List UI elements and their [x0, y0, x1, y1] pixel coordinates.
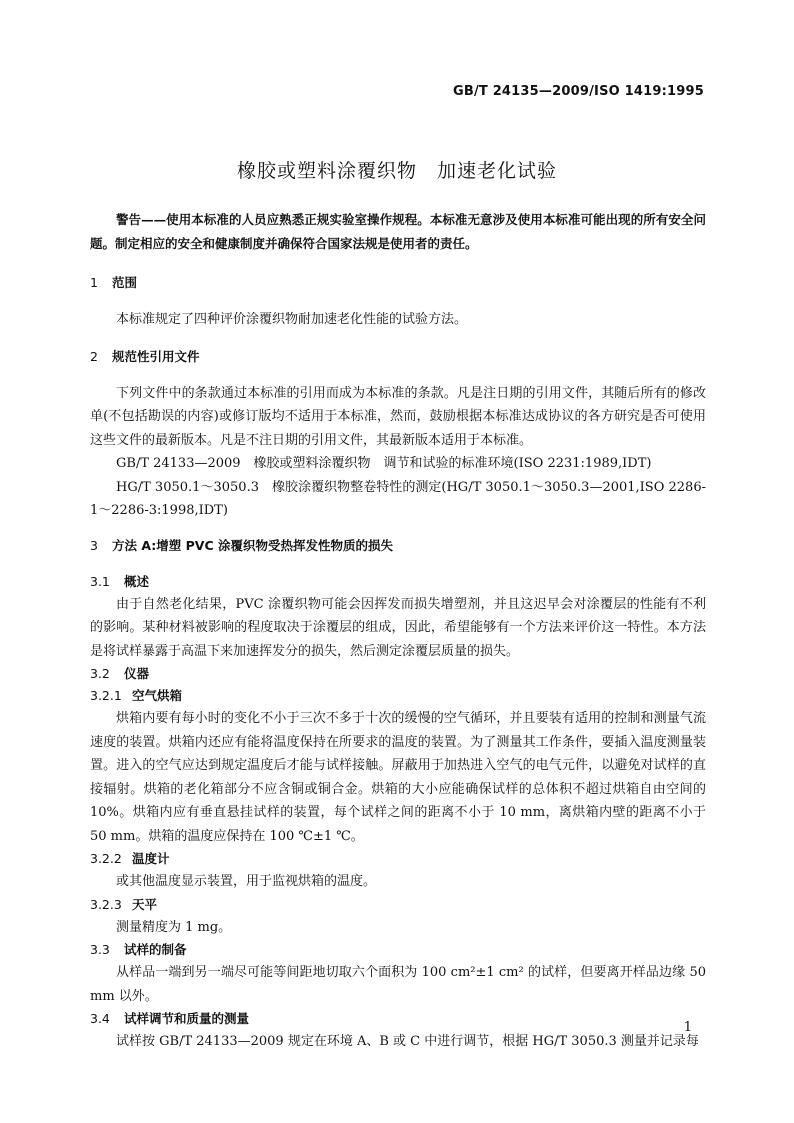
- standard-code: GB/T 24135—2009/ISO 1419:1995: [452, 84, 704, 99]
- section-3-2-3-text: 测量精度为 1 mg。: [116, 919, 232, 935]
- section-title: 范围: [112, 275, 138, 290]
- section-3-1-heading: [90, 571, 706, 593]
- safety-warning: 警告——使用本标准的人员应熟悉正规实验室操作规程。本标准无意涉及使用本标准可能出现的所有安全问题。制定相应的安全和健康制度并确保符合国家法规是使用者的责任。: [90, 212, 706, 251]
- page-number: 1: [683, 1020, 692, 1035]
- section-title: 空气烘箱: [132, 688, 183, 703]
- section-2-text: 下列文件中的条款通过本标准的引用而成为本标准的条款。凡是注日期的引用文件，其随后所有的修改单(不包括勘误的内容)或修订版均不适用于本标准，然而，鼓励根据本标准达成协议的各方研究是否可使用这些文件的最新版本。凡是不注日期的引用文件，其最新版本适用于本标准。: [90, 385, 706, 448]
- section-number: 2: [90, 348, 98, 364]
- section-number: 3.2.3: [90, 896, 122, 912]
- body-content: [90, 208, 706, 1054]
- document-title: 橡胶或塑料涂覆织物 加速老化试验: [236, 160, 557, 182]
- section-number: 3.3: [90, 942, 110, 957]
- section-title: 规范性引用文件: [112, 348, 200, 364]
- section-3-3-heading: [90, 939, 706, 961]
- section-title: 概述: [124, 573, 150, 589]
- section-number: 1: [90, 275, 98, 290]
- section-3-1-text: 由于自然老化结果，PVC 涂覆织物可能会因挥发而损失增塑剂，并且这迟早会对涂覆层的性能有不利的影响。某种材料被影响的程度取决于涂覆层的组成，因此，希望能够有一个方法来评价这一特性。本方法是将试样暴露于高温下来加速挥发分的损失，然后测定涂覆层质量的损失。: [90, 596, 706, 659]
- section-title: 试样调节和质量的测量: [124, 1011, 250, 1026]
- section-3-4-heading: [90, 1008, 706, 1030]
- normative-reference-2: HG/T 3050.1～3050.3 橡胶涂覆织物整卷特性的测定(HG/T 3050.1～3050.3—2001,ISO 2286-1～2286-3:1998,IDT): [90, 479, 706, 518]
- section-3-2-heading: [90, 663, 706, 685]
- section-3-2-2-text: 或其他温度显示装置，用于监视烘箱的温度。: [116, 874, 377, 889]
- section-number: 3.1: [90, 573, 110, 589]
- section-number: 3.2: [90, 666, 110, 681]
- section-number: 3.2.1: [90, 688, 122, 703]
- section-3-3-text: 从样品一端到另一端尽可能等间距地切取六个面积为 100 cm²±1 cm² 的试样，但要离开样品边缘 50 mm 以外。: [90, 965, 706, 1004]
- section-3-heading: [90, 535, 706, 557]
- section-number: 3: [90, 537, 98, 553]
- section-1-heading: [90, 272, 706, 294]
- section-title: 仪器: [124, 666, 150, 681]
- section-number: 3.2.2: [90, 851, 122, 866]
- section-3-2-3-heading: [90, 894, 706, 916]
- section-title: 温度计: [132, 851, 170, 866]
- section-1-text: 本标准规定了四种评价涂覆织物耐加速老化性能的试验方法。: [116, 312, 468, 327]
- section-title: 天平: [132, 896, 158, 912]
- section-title: 试样的制备: [124, 942, 187, 957]
- section-3-2-1-heading: [90, 685, 706, 707]
- section-2-heading: [90, 346, 706, 368]
- section-3-4-text: 试样按 GB/T 24133—2009 规定在环境 A、B 或 C 中进行调节，根据 HG/T 3050.3 测量并记录每: [116, 1034, 699, 1049]
- section-number: 3.4: [90, 1011, 110, 1026]
- section-3-2-1-text: 烘箱内要有每小时的变化不小于三次不多于十次的缓慢的空气循环，并且要装有适用的控制和测量气流速度的装置。烘箱内还应有能将温度保持在所要求的温度的装置。为了测量其工作条件，要插入温度测量装置。进入的空气应达到规定温度后才能与试样接触。屏蔽用于加热进入空气的电气元件，以避免对试样的直接辐射。烘箱的老化箱部分不应含铜或铜合金。烘箱的大小应能确保试样的总体积不超过烘箱自由空间的 10%。烘箱内应有垂直悬挂试样的装置，每个试样之间的距离不小于 10 mm，离烘箱内壁的距离不小于 50 mm。烘箱的温度应保持在 100 ℃±1 ℃。: [90, 711, 706, 844]
- section-title: 方法 A:增塑 PVC 涂覆织物受热挥发性物质的损失: [112, 537, 393, 553]
- section-3-2-2-heading: [90, 848, 706, 870]
- normative-reference-1: GB/T 24133—2009 橡胶或塑料涂覆织物 调节和试验的标准环境(ISO 2231:1989,IDT): [116, 456, 652, 471]
